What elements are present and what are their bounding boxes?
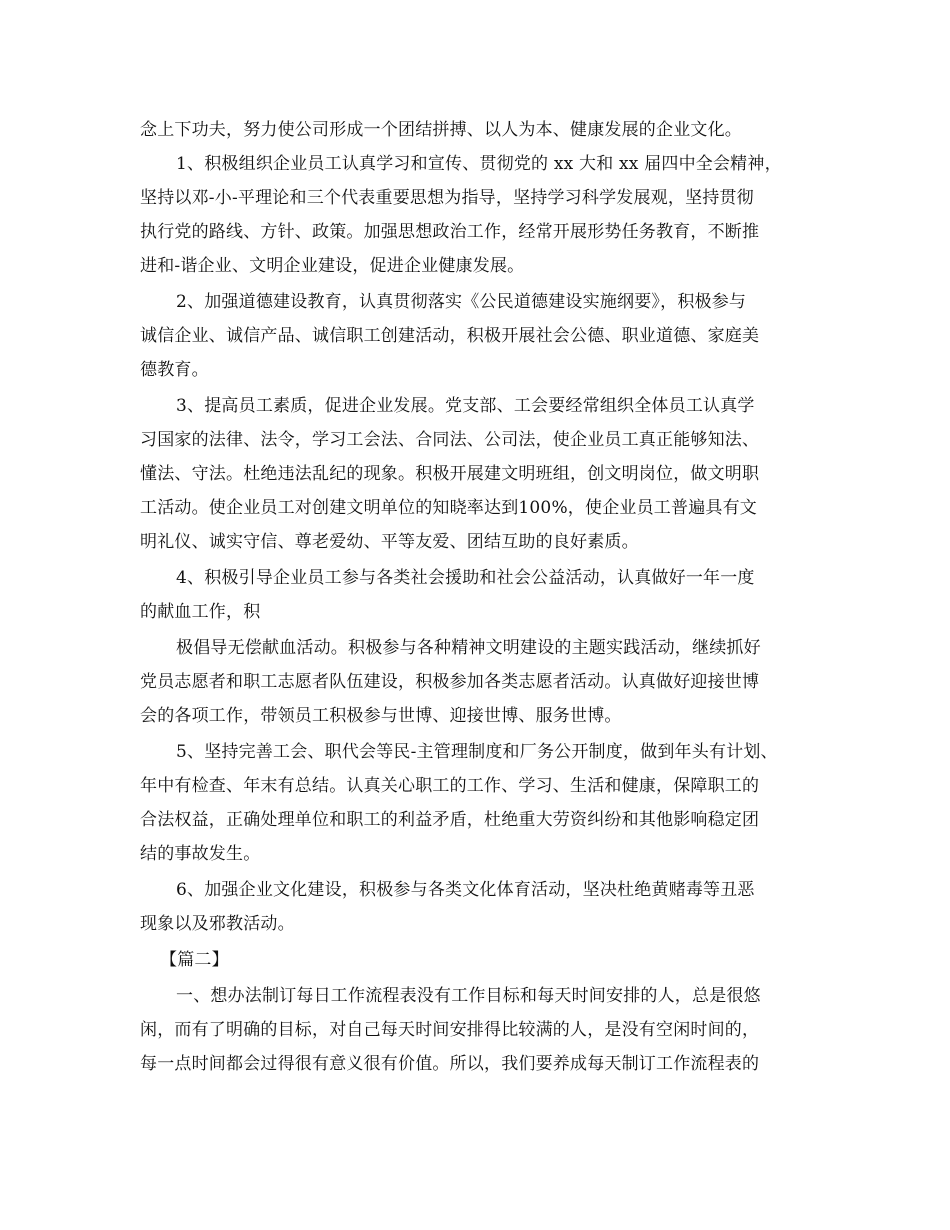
text-line: 党员志愿者和职工志愿者队伍建设，积极参加各类志愿者活动。认真做好迎接世博 [140,672,760,692]
text-line: 坚持以邓-小-平理论和三个代表重要思想为指导，坚持学习科学发展观，坚持贯彻 [140,188,754,208]
paragraph-start-line: 5、坚持完善工会、职代会等民-主管理制度和厂务公开制度，做到年头有计划、 [176,742,778,762]
text-line: 年中有检查、年末有总结。认真关心职工的工作、学习、生活和健康，保障职工的 [140,776,760,796]
text-line: 的献血工作，积 [140,602,261,622]
section-heading: 【篇二】 [160,950,229,970]
text-line: 诚信企业、诚信产品、诚信职工创建活动，积极开展社会公德、职业道德、家庭美 [140,326,760,346]
paragraph-start-line: 3、提高员工素质，促进企业发展。党支部、工会要经常组织全体员工认真学 [176,396,755,416]
text-line: 现象以及邪教活动。 [140,914,295,934]
paragraph-start-line: 4、积极引导企业员工参与各类社会援助和社会公益活动，认真做好一年一度 [176,568,755,588]
text-line: 每一点时间都会过得很有意义很有价值。所以，我们要养成每天制订工作流程表的 [140,1054,760,1074]
text-line: 习国家的法律、法令，学习工会法、合同法、公司法，使企业员工真正能够知法、 [140,430,760,450]
paragraph-start-line: 一、想办法制订每日工作流程表没有工作目标和每天时间安排的人，总是很悠 [176,986,761,1006]
text-line: 明礼仪、诚实守信、尊老爱幼、平等友爱、团结互助的良好素质。 [140,532,639,552]
paragraph-start-line: 2、加强道德建设教育，认真贯彻落实《公民道德建设实施纲要》，积极参与 [176,292,747,312]
text-line: 念上下功夫，努力使公司形成一个团结拼搏、以人为本、健康发展的企业文化。 [140,120,742,140]
text-line: 执行党的路线、方针、政策。加强思想政治工作，经常开展形势任务教育，不断推 [140,222,760,242]
text-line: 会的各项工作，带领员工积极参与世博、迎接世博、服务世博。 [140,706,622,726]
paragraph-start-line: 极倡导无偿献血活动。积极参与各种精神文明建设的主题实践活动，继续抓好 [176,638,761,658]
text-line: 闲，而有了明确的目标，对自己每天时间安排得比较满的人，是没有空闲时间的， [140,1020,760,1040]
text-line: 工活动。使企业员工对创建文明单位的知晓率达到100%，使企业员工普遍具有文 [140,498,757,518]
paragraph-start-line: 1、积极组织企业员工认真学习和宣传、贯彻党的 xx 大和 xx 届四中全会精神， [176,154,782,174]
text-line: 结的事故发生。 [140,844,261,864]
text-line: 合法权益，正确处理单位和职工的利益矛盾，杜绝重大劳资纠纷和其他影响稳定团 [140,810,760,830]
text-line: 懂法、守法。杜绝违法乱纪的现象。积极开展建文明班组，创文明岗位，做文明职 [140,464,760,484]
paragraph-start-line: 6、加强企业文化建设，积极参与各类文化体育活动，坚决杜绝黄赌毒等丑恶 [176,880,755,900]
text-line: 进和-谐企业、文明企业建设，促进企业健康发展。 [140,256,525,276]
text-line: 德教育。 [140,360,209,380]
